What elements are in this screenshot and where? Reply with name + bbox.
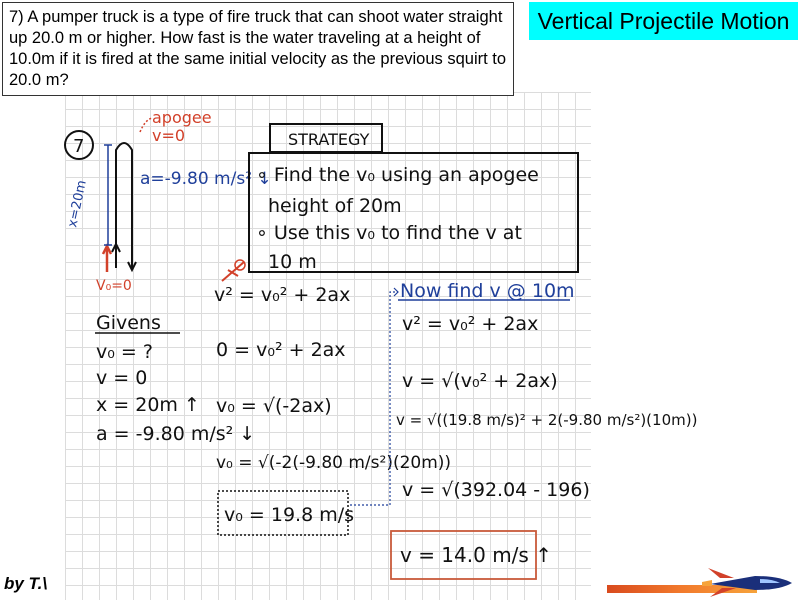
slide-title-text: Vertical Projectile Motion bbox=[537, 7, 790, 34]
v0-result: v₀ = 19.8 m/s bbox=[224, 504, 355, 526]
equation-apogee: 0 = v₀² + 2ax bbox=[216, 339, 346, 361]
initial-velocity-label: V₀=0 bbox=[96, 278, 132, 294]
strategy-title: STRATEGY bbox=[288, 130, 370, 149]
strategy-line-1: ∘ Find the v₀ using an apogee bbox=[256, 164, 539, 186]
slide-title bbox=[529, 2, 798, 40]
problem-number: 7 bbox=[73, 136, 85, 157]
now-find-heading: Now find v @ 10m bbox=[400, 280, 575, 302]
problem-statement bbox=[2, 2, 514, 96]
acceleration-label: a=-9.80 m/s² ↓ bbox=[140, 169, 272, 189]
given-v0: v₀ = ? bbox=[96, 341, 153, 363]
author-credit: by T.\ bbox=[4, 574, 48, 593]
given-a: a = -9.80 m/s² ↓ bbox=[96, 423, 256, 445]
equation-v-root: v = √(v₀² + 2ax) bbox=[402, 370, 558, 392]
given-x: x = 20m ↑ bbox=[96, 394, 200, 416]
given-v: v = 0 bbox=[96, 367, 148, 389]
strategy-line-4: 10 m bbox=[268, 251, 317, 273]
apogee-velocity-label: v=0 bbox=[152, 126, 186, 145]
equation-v-simplified: v = √(392.04 - 196) bbox=[402, 479, 590, 501]
equation-v0-root: v₀ = √(-2ax) bbox=[216, 395, 332, 417]
final-answer: v = 14.0 m/s ↑ bbox=[400, 543, 552, 567]
problem-text: 7) A pumper truck is a type of fire truck that can shoot water straight up 20.0 m or higher. How fast is the water traveling at a height of 10.0m if it is fired at the same initial velocity as the previous squirt to 20.0 m? bbox=[9, 8, 507, 89]
red-correction-mark bbox=[222, 262, 244, 281]
apogee-label: apogee bbox=[152, 108, 212, 127]
trajectory-diagram bbox=[103, 118, 152, 272]
equation-kinematic: v² = v₀² + 2ax bbox=[214, 284, 351, 306]
apogee-pointer bbox=[140, 118, 152, 132]
v0-connector bbox=[350, 292, 398, 505]
height-label: x=20m bbox=[65, 178, 90, 229]
strategy-line-3: ∘ Use this v₀ to find the v at bbox=[256, 222, 522, 244]
equation-final-kinematic: v² = v₀² + 2ax bbox=[402, 313, 539, 335]
rocket-logo-icon bbox=[700, 566, 796, 598]
strategy-line-2: height of 20m bbox=[268, 195, 402, 217]
givens-title: Givens bbox=[96, 312, 161, 334]
equation-v-substituted: v = √((19.8 m/s)² + 2(-9.80 m/s²)(10m)) bbox=[396, 411, 698, 429]
equation-v0-substituted: v₀ = √(-2(-9.80 m/s²)(20m)) bbox=[216, 453, 452, 473]
